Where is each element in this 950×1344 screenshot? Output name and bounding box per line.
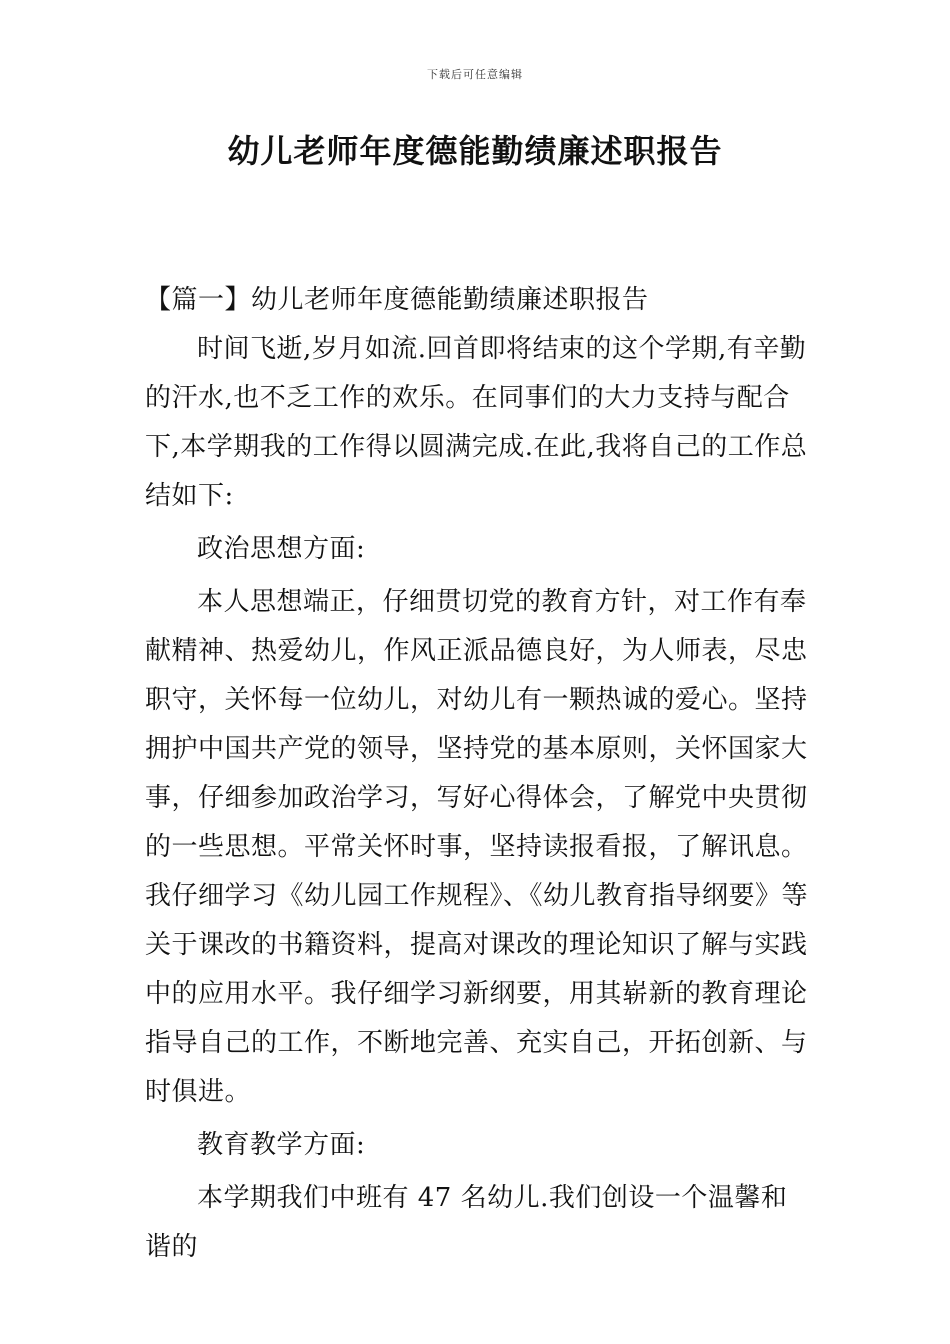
paragraph-teaching-heading: 教育教学方面: (197, 1130, 366, 1160)
document-body (145, 276, 810, 1272)
document-title: 幼儿老师年度德能勤绩廉述职报告 (227, 132, 723, 170)
section-heading: 【篇一】幼儿老师年度德能勤绩廉述职报告 (145, 285, 649, 315)
paragraph-politics-heading: 政治思想方面: (197, 534, 366, 564)
header-note: 下载后可任意编辑 (427, 68, 523, 81)
paragraph-intro: 时间飞逝,岁月如流.回首即将结束的这个学期,有辛勤的汗水,也不乏工作的欢乐。在同事们的大力支持与配合下,本学期我的工作得以圆满完成.在此,我将自己的工作总结如下: (145, 334, 808, 511)
paragraph-teaching-body: 本学期我们中班有 47 名幼儿.我们创设一个温馨和谐的 (145, 1183, 788, 1262)
paragraph-politics-body: 本人思想端正，仔细贯切党的教育方针，对工作有奉献精神、热爱幼儿，作风正派品德良好，为人师表，尽忠职守，关怀每一位幼儿，对幼儿有一颗热诚的爱心。坚持拥护中国共产党的领导，坚持党的基本原则，关怀国家大事，仔细参加政治学习，写好心得体会，了解党中央贯彻的一些思想。平常关怀时事，坚持读报看报，了解讯息。我仔细学习《幼儿园工作规程》、《幼儿教育指导纲要》等关于课改的书籍资料，提高对课改的理论知识了解与实践中的应用水平。我仔细学习新纲要，用其崭新的教育理论指导自己的工作，不断地完善、充实自己，开拓创新、与时俱进。 (145, 587, 809, 1107)
